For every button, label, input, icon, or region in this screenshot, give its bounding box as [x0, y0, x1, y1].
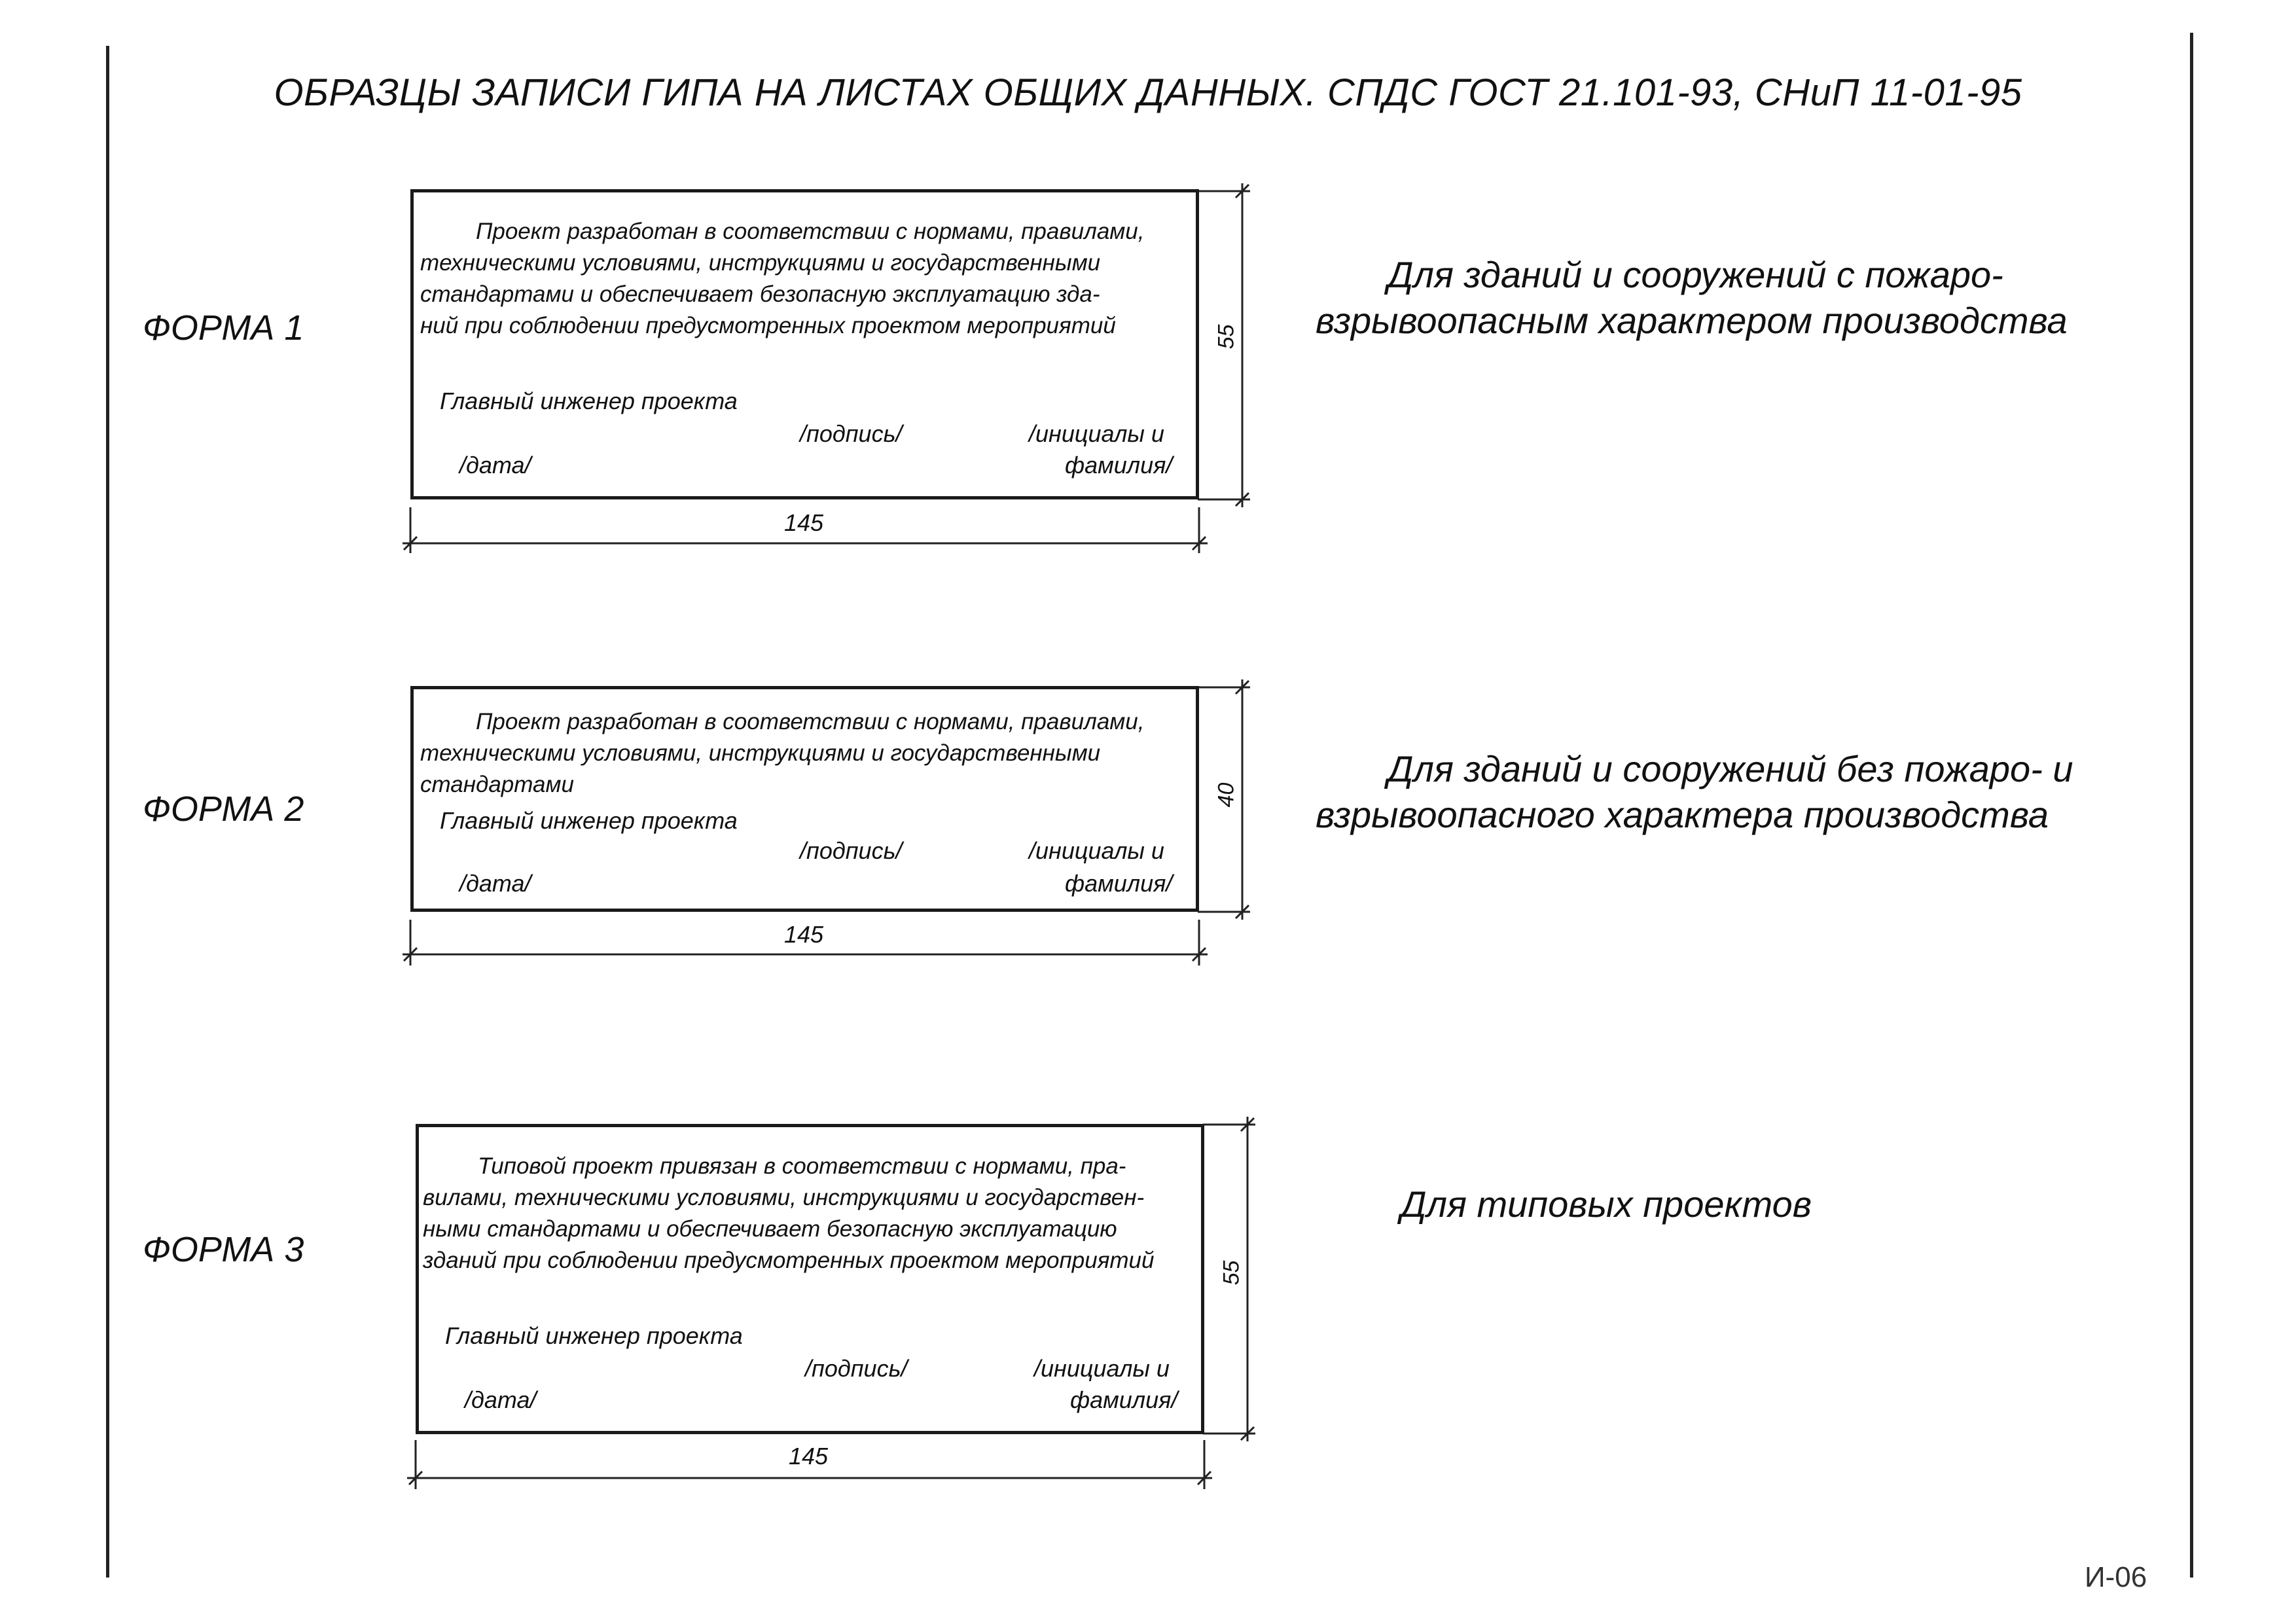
form-1-text-line: техническими условиями, инструкциями и государственными	[420, 250, 1101, 276]
form-1-description	[1316, 252, 2068, 344]
form-2-height-dim: 40	[1213, 782, 1239, 808]
form-2-description-line: взрывоопасного характера производства	[1316, 794, 2049, 835]
page-title: ОБРАЗЦЫ ЗАПИСИ ГИПА НА ЛИСТАХ ОБЩИХ ДАННЫХ. СПДС ГОСТ 21.101-93, СНиП 11-01-95	[274, 71, 2022, 114]
form-1-role: Главный инженер проекта	[440, 388, 738, 414]
form-3-description-line: Для типовых проектов	[1401, 1183, 1812, 1225]
form-3-label: ФОРМА 3	[143, 1230, 304, 1269]
form-1-text-line: стандартами и обеспечивает безопасную эксплуатацию зда-	[420, 281, 1100, 307]
form-2-initials: /инициалы и	[1029, 837, 1164, 864]
sheet-number: И-06	[2085, 1561, 2147, 1593]
form-1-description-line: Для зданий и сооружений с пожаро-	[1388, 254, 2003, 295]
form-3-date: /дата/	[465, 1386, 537, 1413]
form-3-width-dim: 145	[789, 1443, 829, 1470]
form-1-initials: /инициалы и	[1029, 420, 1164, 447]
form-3-signature: /подпись/	[805, 1355, 908, 1382]
form-3-initials: /инициалы и	[1034, 1355, 1170, 1382]
form-2-role: Главный инженер проекта	[440, 807, 738, 834]
form-3-height-dim: 55	[1219, 1260, 1244, 1286]
form-3-text-line: вилами, техническими условиями, инструкциями и государствен-	[423, 1185, 1145, 1210]
form-3-description	[1401, 1182, 1812, 1227]
form-2-signature: /подпись/	[800, 837, 903, 864]
form-1-height-dim: 55	[1213, 324, 1239, 350]
form-2-surname: фамилия/	[1065, 870, 1173, 897]
form-2-description-line: Для зданий и сооружений без пожаро- и	[1388, 748, 2073, 789]
form-3-role: Главный инженер проекта	[445, 1322, 743, 1349]
form-1-surname: фамилия/	[1065, 452, 1173, 478]
form-3-text-line: зданий при соблюдении предусмотренных проектом мероприятий	[423, 1248, 1155, 1273]
form-1-stamp	[410, 189, 1199, 499]
form-2-description	[1316, 746, 2073, 838]
form-3-text-line: ными стандартами и обеспечивает безопасную эксплуатацию	[423, 1216, 1117, 1242]
form-1-width-dim: 145	[784, 509, 824, 536]
form-3-stamp	[416, 1124, 1204, 1434]
form-2-text-line: техническими условиями, инструкциями и государственными	[420, 740, 1101, 766]
form-1-signature: /подпись/	[800, 420, 903, 447]
form-1-text-line: ний при соблюдении предусмотренных проектом мероприятий	[420, 313, 1116, 338]
form-2-text-line: стандартами	[420, 772, 574, 797]
form-1-description-line: взрывоопасным характером производства	[1316, 300, 2068, 341]
form-2-stamp	[410, 686, 1199, 912]
form-2-label: ФОРМА 2	[143, 789, 304, 829]
form-1-date: /дата/	[459, 452, 531, 478]
form-3-surname: фамилия/	[1070, 1386, 1178, 1413]
form-2-text-line: Проект разработан в соответствии с нормами, правилами,	[476, 709, 1145, 734]
form-2-date: /дата/	[459, 870, 531, 897]
form-1-text-line: Проект разработан в соответствии с нормами, правилами,	[476, 219, 1145, 244]
form-3-text-line: Типовой проект привязан в соответствии с нормами, пра-	[478, 1153, 1126, 1179]
form-2-width-dim: 145	[784, 921, 824, 948]
form-1-label: ФОРМА 1	[143, 308, 304, 348]
